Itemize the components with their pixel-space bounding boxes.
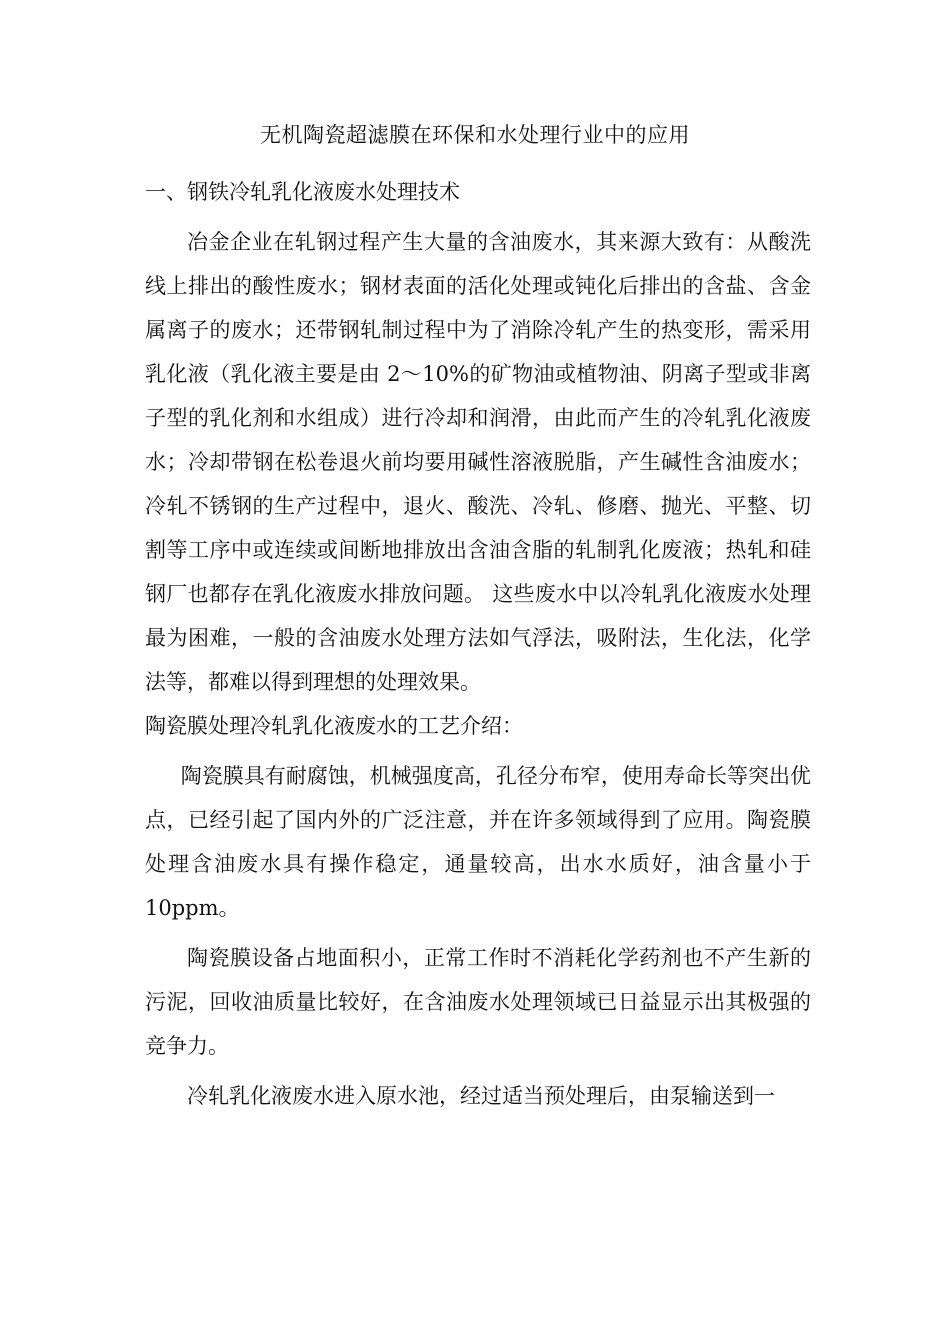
paragraph-ceramic-membrane-advantages: 陶瓷膜具有耐腐蚀，机械强度高，孔径分布窄，使用寿命长等突出优点，已经引起了国内外的广泛注意，并在许多领域得到了应用。陶瓷膜处理含油废水具有操作稳定，通量较高，出水水质好，油含量小于 10ppm。 [145,764,811,920]
document-title: 无机陶瓷超滤膜在环保和水处理行业中的应用 [260,123,690,147]
paragraph-process-flow: 冷轧乳化液废水进入原水池，经过适当预处理后，由泵输送到一 [187,1084,775,1108]
paragraph-wastewater-sources: 冶金企业在轧钢过程产生大量的含油废水，其来源大致有：从酸洗线上排出的酸性废水；钢材表面的活化处理或钝化后排出的含盐、含金属离子的废水；还带钢轧制过程中为了消除冷轧产生的热变形，需采用乳化液（乳化液主要是由 2～10%的矿物油或植物油、阴离子型或非离子型的乳化剂和水组成）进行冷却和润滑，由此而产生的冷轧乳化液废水；冷却带钢在松卷退火前均要用碱性溶液脱脂，产生碱性含油废水；冷轧不锈钢的生产过程中，退火、酸洗、冷轧、修磨、抛光、平整、切割等工序中或连续或间断地排放出含油含脂的轧制乳化废液；热轧和硅钢厂也都存在乳化液废水排放问题。 这些废水中以冷轧乳化液废水处理最为困难，一般的含油废水处理方法如气浮法，吸附法，生化法，化学法等，都难以得到理想的处理效果。 [145,230,811,694]
document-body [145,170,811,1118]
paragraph-equipment-footprint: 陶瓷膜设备占地面积小，正常工作时不消耗化学药剂也不产生新的污泥，回收油质量比较好，在含油废水处理领域已日益显示出其极强的竞争力。 [145,946,811,1058]
process-subheading: 陶瓷膜处理冷轧乳化液废水的工艺介绍： [145,714,523,738]
section-heading: 一、钢铁冷轧乳化液废水处理技术 [145,180,460,204]
